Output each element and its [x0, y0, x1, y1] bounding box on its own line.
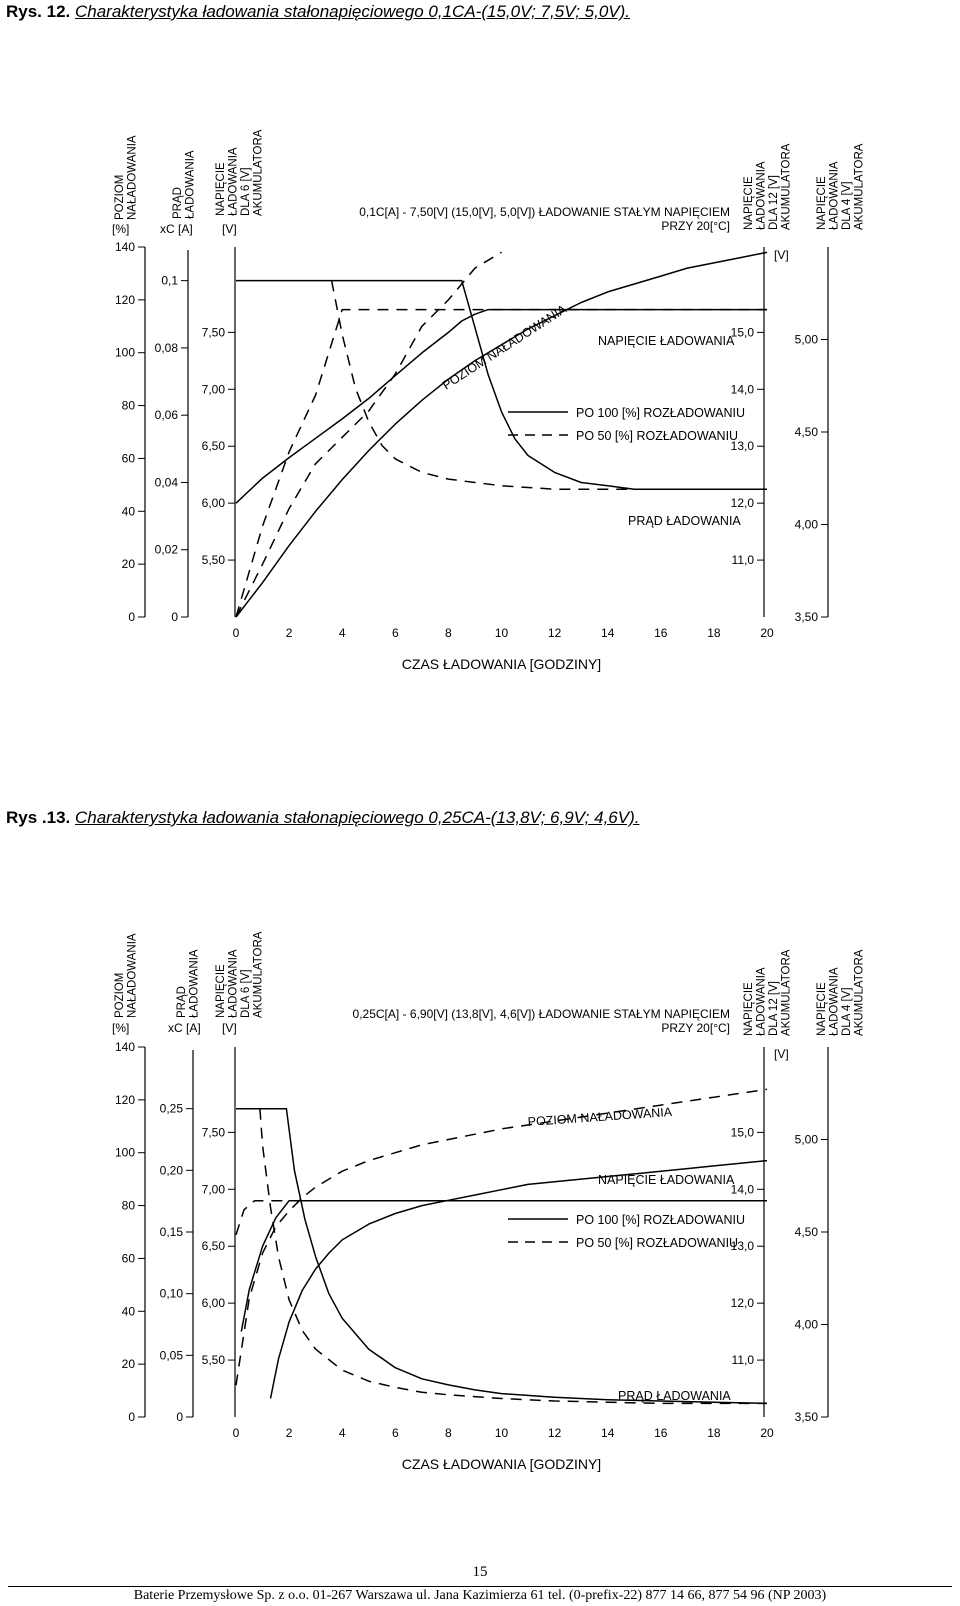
annotation-current: PRĄD ŁADOWANIA — [618, 1389, 731, 1403]
tick-label: 0 — [171, 610, 178, 624]
tick-label: 11,0 — [731, 1353, 754, 1368]
axis-title: AKUMULATORA — [252, 129, 265, 216]
tick-label: 0,02 — [154, 542, 178, 557]
tick-label: 3,50 — [794, 610, 818, 624]
series-line — [271, 1161, 768, 1399]
axis-unit: [V] — [774, 1047, 789, 1061]
tick-label: 100 — [114, 1145, 135, 1160]
tick-label: 60 — [121, 1251, 135, 1266]
x-tick-label: 18 — [707, 1426, 721, 1440]
annotation-voltage: NAPIĘCIE ŁADOWANIA — [598, 334, 735, 348]
tick-label: 12,0 — [730, 1296, 754, 1311]
series-line — [236, 1109, 767, 1404]
tick-label: 4,50 — [794, 1225, 818, 1239]
annotation-current: PRĄD ŁADOWANIA — [628, 514, 741, 528]
tick-label: 11,0 — [731, 553, 754, 568]
tick-label: 0,1 — [161, 273, 178, 288]
axis-title: NAPIĘCIE — [743, 982, 755, 1036]
tick-label: 60 — [121, 451, 135, 466]
tick-label: 0,20 — [159, 1163, 183, 1178]
axis-unit: [%] — [112, 222, 130, 236]
tick-label: 80 — [121, 1198, 135, 1213]
annotation-voltage: NAPIĘCIE ŁADOWANIA — [598, 1173, 735, 1187]
axis-title: ŁADOWANIA — [184, 150, 197, 219]
x-axis-title: CZAS ŁADOWANIA [GODZINY] — [401, 656, 602, 672]
tick-label: 120 — [114, 1092, 135, 1107]
axis-unit: xC [A] — [160, 222, 193, 236]
axis-title: NAŁADOWANIA — [126, 933, 139, 1018]
tick-label: 0 — [176, 1410, 183, 1424]
tick-label: 0 — [128, 1410, 135, 1424]
tick-label: 0,08 — [154, 340, 178, 355]
x-tick-label: 16 — [654, 1426, 668, 1440]
x-axis-title: CZAS ŁADOWANIA [GODZINY] — [401, 1456, 602, 1472]
x-tick-label: 8 — [445, 626, 452, 640]
tick-label: 6,50 — [201, 1239, 225, 1254]
charging-characteristic-chart — [0, 806, 960, 1496]
axis-title: NAPIĘCIE — [816, 982, 828, 1036]
tick-label: 5,00 — [794, 1132, 818, 1147]
footer-divider — [8, 1586, 952, 1587]
tick-label: 80 — [121, 398, 135, 413]
footer-company-line: Baterie Przemysłowe Sp. z o.o. 01-267 Warszawa ul. Jana Kazimierza 61 tel. (0-prefix-22) 877 14 66, 877 54 96 (NP 2003) — [133, 1588, 827, 1603]
x-tick-label: 10 — [494, 626, 509, 640]
info-text: PRZY 20[°C] — [661, 1021, 730, 1035]
tick-label: 3,50 — [794, 1410, 818, 1424]
axis-title: DLA 6 [V] — [240, 167, 252, 216]
tick-label: 100 — [114, 345, 135, 360]
series-line — [236, 281, 767, 490]
annotation-level: POZIOM NAŁADOWANIA — [440, 301, 569, 393]
tick-label: 0 — [128, 610, 135, 624]
axis-title: AKUMULATORA — [853, 143, 866, 230]
x-tick-label: 18 — [707, 626, 721, 640]
axis-unit: [%] — [112, 1021, 130, 1035]
tick-label: 6,50 — [201, 439, 225, 454]
figure-number: Rys. 12. — [6, 2, 71, 21]
annotation-level: POZIOM NAŁADOWANIA — [527, 1104, 673, 1129]
x-tick-label: 12 — [547, 626, 562, 640]
axis-title: AKUMULATORA — [252, 931, 265, 1018]
page-number: 15 — [472, 1564, 488, 1580]
x-tick-label: 20 — [760, 1426, 774, 1440]
axis-title: DLA 12 [V] — [768, 175, 780, 230]
x-tick-label: 0 — [232, 1426, 240, 1440]
x-tick-label: 2 — [285, 1426, 293, 1440]
tick-label: 0,25 — [159, 1101, 183, 1116]
tick-label: 13,0 — [730, 1239, 754, 1254]
axis-title: ŁADOWANIA — [828, 161, 841, 230]
axis-title: ŁADOWANIA — [828, 967, 841, 1036]
x-tick-label: 4 — [338, 1426, 346, 1440]
tick-label: 15,0 — [730, 325, 754, 340]
tick-label: 140 — [114, 240, 135, 254]
axis-title: DLA 6 [V] — [240, 969, 252, 1018]
x-tick-label: 2 — [285, 626, 293, 640]
x-tick-label: 0 — [232, 626, 240, 640]
tick-label: 15,0 — [730, 1125, 754, 1140]
tick-label: 5,50 — [201, 553, 225, 568]
x-tick-label: 4 — [338, 626, 346, 640]
x-tick-label: 20 — [760, 626, 774, 640]
tick-label: 0,10 — [159, 1286, 183, 1301]
tick-label: 0,05 — [159, 1348, 183, 1363]
axis-title: AKUMULATORA — [780, 143, 793, 230]
axis-title: ŁADOWANIA — [227, 147, 240, 216]
x-tick-label: 10 — [494, 1426, 509, 1440]
figure-number: Rys .13. — [6, 808, 71, 827]
tick-label: 4,00 — [794, 517, 818, 532]
axis-title: ŁADOWANIA — [755, 161, 768, 230]
axis-title: ŁADOWANIA — [755, 967, 768, 1036]
tick-label: 5,00 — [794, 332, 818, 347]
axis-title: NAPIĘCIE — [215, 964, 227, 1018]
x-tick-label: 6 — [391, 1426, 399, 1440]
tick-label: 40 — [121, 1304, 135, 1319]
axis-title: DLA 4 [V] — [841, 987, 853, 1036]
tick-label: 140 — [114, 1040, 135, 1054]
legend-label: PO 100 [%] ROZŁADOWANIU — [576, 406, 746, 420]
tick-label: 14,0 — [730, 382, 754, 397]
axis-title: NAPIĘCIE — [215, 162, 227, 216]
tick-label: 6,00 — [201, 1296, 225, 1311]
tick-label: 6,00 — [201, 496, 225, 511]
axis-title: AKUMULATORA — [853, 949, 866, 1036]
axis-title: ŁADOWANIA — [227, 949, 240, 1018]
tick-label: 20 — [121, 1357, 135, 1372]
tick-label: 13,0 — [730, 439, 754, 454]
tick-label: 0,04 — [154, 475, 178, 490]
axis-title: ŁADOWANIA — [188, 949, 201, 1018]
axis-title: DLA 4 [V] — [841, 181, 853, 230]
charging-characteristic-chart — [0, 0, 960, 690]
info-text: PRZY 20[°C] — [661, 219, 730, 233]
x-tick-label: 8 — [445, 1426, 452, 1440]
legend-label: PO 100 [%] ROZŁADOWANIU — [576, 1213, 746, 1227]
tick-label: 40 — [121, 504, 135, 519]
figure-title: Charakterystyka ładowania stałonapięciowego 0,1CA-(15,0V; 7,5V; 5,0V). — [75, 2, 631, 21]
tick-label: 7,50 — [201, 1125, 225, 1140]
axis-title: PRĄD — [176, 986, 188, 1018]
series-line — [260, 1109, 767, 1404]
axis-title: NAPIĘCIE — [816, 176, 828, 230]
tick-label: 14,0 — [730, 1182, 754, 1197]
axis-title: PRĄD — [172, 187, 184, 219]
figure-title: Charakterystyka ładowania stałonapięciowego 0,25CA-(13,8V; 6,9V; 4,6V). — [75, 808, 640, 827]
axis-title: POZIOM — [114, 174, 126, 220]
tick-label: 7,00 — [201, 1182, 225, 1197]
tick-label: 5,50 — [201, 1353, 225, 1368]
axis-unit: [V] — [222, 222, 237, 236]
legend-label: PO 50 [%] ROZŁADOWANIU — [576, 429, 739, 443]
legend-label: PO 50 [%] ROZŁADOWANIU — [576, 1236, 739, 1250]
tick-label: 0,15 — [159, 1225, 183, 1239]
x-tick-label: 12 — [547, 1426, 562, 1440]
tick-label: 4,00 — [794, 1317, 818, 1332]
axis-title: AKUMULATORA — [780, 949, 793, 1036]
x-tick-label: 14 — [601, 626, 615, 640]
axis-title: NAPIĘCIE — [743, 176, 755, 230]
tick-label: 7,00 — [201, 382, 225, 397]
tick-label: 20 — [121, 557, 135, 572]
tick-label: 4,50 — [794, 425, 818, 439]
axis-unit: [V] — [222, 1021, 237, 1035]
axis-title: NAŁADOWANIA — [126, 135, 139, 220]
series-line — [236, 252, 502, 617]
info-text: 0,25C[A] - 6,90[V] (13,8[V], 4,6[V]) ŁADOWANIE STAŁYM NAPIĘCIEM — [352, 1007, 730, 1021]
x-tick-label: 16 — [654, 626, 668, 640]
x-tick-label: 14 — [601, 1426, 615, 1440]
tick-label: 7,50 — [201, 325, 225, 340]
x-tick-label: 6 — [391, 626, 399, 640]
axis-unit: [V] — [774, 248, 789, 262]
tick-label: 120 — [114, 292, 135, 307]
axis-unit: xC [A] — [168, 1021, 201, 1035]
axis-title: POZIOM — [114, 972, 126, 1018]
tick-label: 12,0 — [730, 496, 754, 511]
axis-title: DLA 12 [V] — [768, 981, 780, 1036]
info-text: 0,1C[A] - 7,50[V] (15,0[V], 5,0[V]) ŁADOWANIE STAŁYM NAPIĘCIEM — [359, 205, 730, 219]
tick-label: 0,06 — [154, 408, 178, 423]
